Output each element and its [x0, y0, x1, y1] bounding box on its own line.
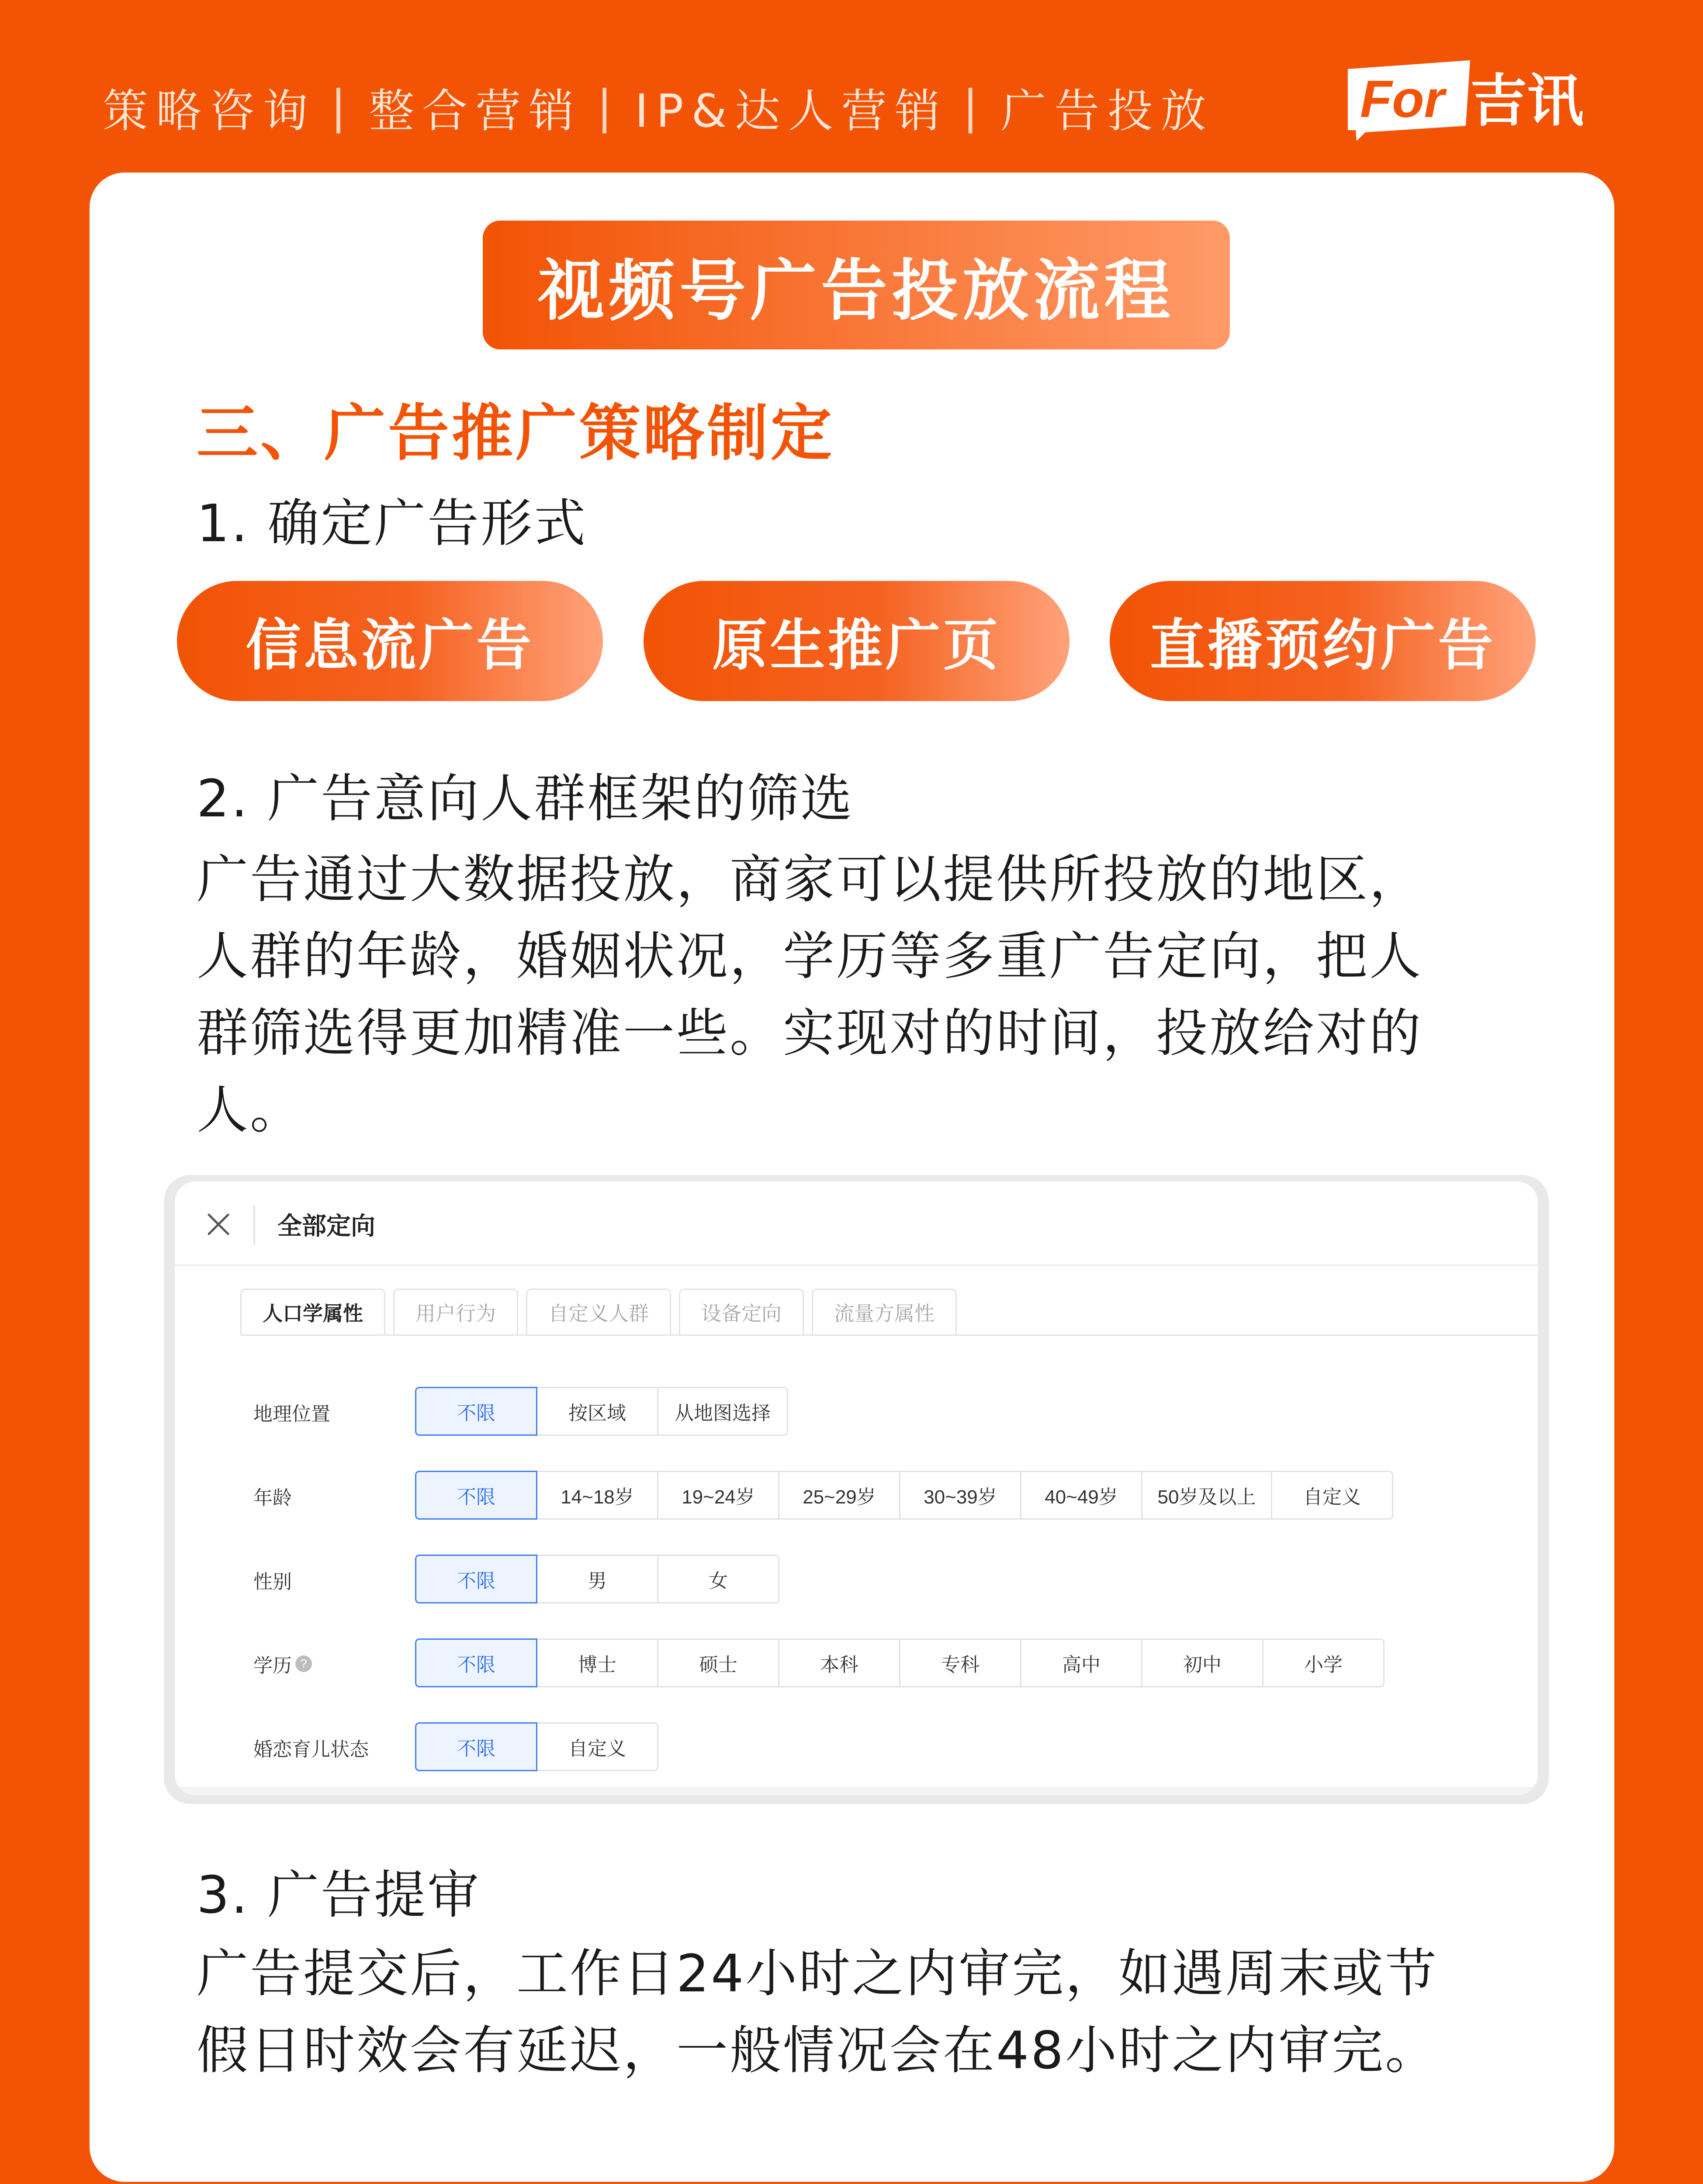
option-age[interactable]: 50岁及以上 — [1141, 1471, 1272, 1520]
option-education[interactable]: 本科 — [778, 1638, 900, 1687]
option-from-map[interactable]: 从地图选择 — [657, 1387, 788, 1436]
panel-title: 全部定向 — [277, 1212, 375, 1240]
ad-format-pills — [177, 581, 1536, 701]
nav-separator: | — [597, 80, 620, 134]
option-female[interactable]: 女 — [657, 1555, 779, 1603]
option-group — [415, 1722, 658, 1771]
top-bar — [0, 0, 1703, 173]
nav-item-ads[interactable]: 广告投放 — [1000, 84, 1214, 138]
paragraph-line: 广告提交后，工作日24小时之内审完，如遇周末或节 — [197, 1943, 1439, 2004]
row-label: 性别 — [253, 1571, 292, 1593]
row-label-text: 学历 — [253, 1655, 292, 1676]
targeting-panel — [175, 1182, 1538, 1795]
option-age[interactable]: 40~49岁 — [1020, 1471, 1142, 1520]
page-title: 视频号广告投放流程 — [538, 252, 1175, 329]
panel-bottom-edge — [175, 1787, 1538, 1795]
option-unlimited[interactable]: 不限 — [415, 1471, 537, 1520]
option-age[interactable]: 30~39岁 — [899, 1471, 1021, 1520]
option-by-region[interactable]: 按区域 — [536, 1387, 658, 1436]
close-icon[interactable] — [205, 1211, 232, 1237]
option-custom[interactable]: 自定义 — [536, 1722, 658, 1771]
paragraph-line: 群筛选得更加精准一些。实现对的时间，投放给对的 — [197, 1003, 1423, 1063]
option-education[interactable]: 硕士 — [657, 1638, 779, 1687]
pill-label: 信息流广告 — [246, 613, 534, 677]
option-education[interactable]: 专科 — [899, 1638, 1021, 1687]
option-unlimited[interactable]: 不限 — [415, 1722, 537, 1771]
tab-custom-audience[interactable]: 自定义人群 — [526, 1289, 671, 1334]
row-label: 地理位置 — [253, 1403, 330, 1425]
nav-item-ip-kol[interactable]: IP&达人营销 — [635, 84, 948, 138]
nav-separator: | — [331, 80, 354, 134]
brand-logo — [1339, 52, 1601, 143]
tab-user-behavior[interactable]: 用户行为 — [393, 1289, 518, 1334]
title-banner — [483, 221, 1230, 349]
option-group — [415, 1387, 788, 1436]
option-unlimited[interactable]: 不限 — [415, 1638, 537, 1687]
step3-heading: 3. 广告提审 — [197, 1865, 481, 1925]
tab-device[interactable]: 设备定向 — [679, 1289, 804, 1334]
nav-item-integrated-marketing[interactable]: 整合营销 — [369, 84, 582, 138]
row-label — [253, 1638, 371, 1689]
section-title: 三、广告推广策略制定 — [197, 398, 835, 469]
option-group — [415, 1471, 1393, 1520]
pill-live-booking-ads[interactable] — [1110, 581, 1536, 701]
top-nav — [103, 74, 1214, 140]
targeting-tabs — [240, 1289, 965, 1336]
option-education[interactable]: 博士 — [536, 1638, 658, 1687]
tab-demographics[interactable]: 人口学属性 — [240, 1289, 385, 1334]
logo-cn: 吉讯 — [1470, 68, 1584, 134]
option-custom[interactable]: 自定义 — [1271, 1471, 1393, 1520]
row-label: 年龄 — [253, 1487, 292, 1509]
logo-latin: For — [1360, 70, 1445, 128]
step1-heading: 1. 确定广告形式 — [197, 493, 588, 553]
nav-item-strategy[interactable]: 策略咨询 — [103, 84, 316, 138]
option-age[interactable]: 14~18岁 — [536, 1471, 658, 1520]
option-education[interactable]: 小学 — [1262, 1638, 1385, 1687]
option-age[interactable]: 19~24岁 — [657, 1471, 779, 1520]
option-education[interactable]: 初中 — [1141, 1638, 1263, 1687]
step2-heading: 2. 广告意向人群框架的筛选 — [197, 768, 854, 829]
nav-separator: | — [962, 80, 986, 134]
paragraph-line: 广告通过大数据投放，商家可以提供所投放的地区， — [197, 849, 1423, 909]
option-group — [415, 1555, 779, 1603]
option-unlimited[interactable]: 不限 — [415, 1387, 537, 1436]
pill-native-page[interactable] — [644, 581, 1070, 701]
option-group — [415, 1638, 1385, 1687]
step2-paragraph — [197, 841, 1423, 1148]
option-male[interactable]: 男 — [536, 1555, 658, 1603]
row-label: 婚恋育儿状态 — [253, 1738, 369, 1760]
tab-traffic-attributes[interactable]: 流量方属性 — [812, 1289, 957, 1334]
paragraph-line: 人。 — [197, 1080, 304, 1140]
step3-paragraph — [197, 1935, 1438, 2089]
pill-label: 直播预约广告 — [1149, 613, 1496, 677]
option-age[interactable]: 25~29岁 — [778, 1471, 900, 1520]
panel-header — [175, 1182, 1538, 1266]
header-divider — [253, 1206, 255, 1245]
pill-feed-ads[interactable] — [177, 581, 603, 701]
paragraph-line: 人群的年龄，婚姻状况，学历等多重广告定向，把人 — [197, 926, 1423, 986]
paragraph-line: 假日时效会有延迟，一般情况会在48小时之内审完。 — [197, 2020, 1439, 2080]
pill-label: 原生推广页 — [712, 613, 1001, 677]
option-unlimited[interactable]: 不限 — [415, 1555, 537, 1603]
help-icon[interactable]: ? — [295, 1655, 312, 1672]
option-education[interactable]: 高中 — [1020, 1638, 1142, 1687]
tabs-underline — [240, 1334, 1538, 1336]
